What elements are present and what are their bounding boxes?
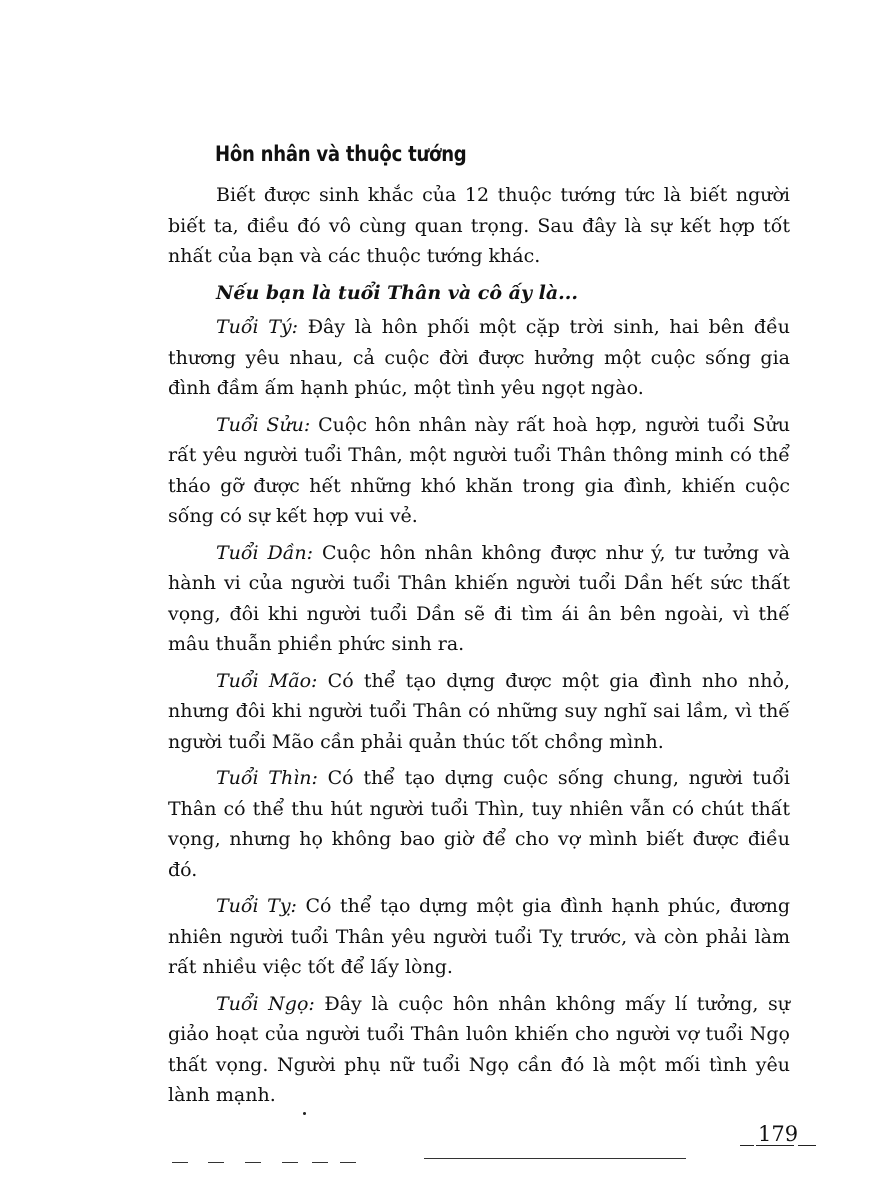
footer-dash — [208, 1162, 224, 1163]
entry-paragraph — [168, 763, 790, 885]
footer-rule — [424, 1158, 686, 1159]
intro-paragraph: Biết được sinh khắc của 12 thuộc tướng tức là biết người biết ta, điều đó vô cùng quan trọng. Sau đây là sự kết hợp tốt nhất của bạn và các thuộc tướng khác. — [168, 184, 790, 267]
entry-paragraph — [168, 410, 790, 532]
footer-dash — [340, 1162, 356, 1163]
entry-paragraph — [168, 312, 790, 404]
footer-dash — [312, 1162, 328, 1163]
entry-paragraph — [168, 891, 790, 983]
footer-dash — [282, 1162, 298, 1163]
scan-speck — [303, 1112, 306, 1115]
entry-paragraph — [168, 538, 790, 660]
entry-label: Tuổi Thìn: — [216, 767, 318, 789]
footer-dash — [245, 1162, 261, 1163]
entry-label: Tuổi Mão: — [216, 669, 318, 692]
section-heading: Hôn nhân và thuộc tướng — [215, 142, 467, 166]
entry-label: Tuổi Tý: — [216, 316, 299, 338]
entry-text: Có thể tạo dựng cuộc sống chung, người tuổi Thân có thể thu hút người tuổi Thìn, tuy nhiên vẫn có chút thất vọng, nhưng họ không bao giờ để cho vợ mình biết được điều đó. — [168, 767, 790, 881]
page-number-rule-under — [756, 1145, 794, 1146]
entry-text: Đây là cuộc hôn nhân không mấy lí tưởng, sự giảo hoạt của người tuổi Thân luôn khiến cho người vợ tuổi Ngọ thất vọng. Người phụ nữ tuổi Ngọ cần đó là một mối tình yêu lành mạnh. — [168, 992, 791, 1106]
entry-text: Cuộc hôn nhân không được như ý, tư tưởng và hành vi của người tuổi Thân khiến người tuổi Dần hết sức thất vọng, đôi khi người tuổi Dần sẽ đi tìm ái ân bên ngoài, vì thế mâu thuẫn phiền phức sinh ra. — [168, 541, 790, 655]
body-text — [168, 180, 790, 1117]
entry-label: Tuổi Ngọ: — [216, 992, 315, 1015]
entry-text: Có thể tạo dựng được một gia đình nho nhỏ, nhưng đôi khi người tuổi Thân có những suy nghĩ sai lầm, vì thế người tuổi Mão cần phải quản thúc tốt chồng mình. — [168, 669, 790, 753]
page-number-rule-right — [798, 1145, 816, 1146]
entry-paragraph — [168, 989, 790, 1111]
page-number: 179 — [758, 1122, 799, 1146]
entry-text: Có thể tạo dựng một gia đình hạnh phúc, đương nhiên người tuổi Thân yêu người tuổi Tỵ trước, và còn phải làm rất nhiều việc tốt để lấy lòng. — [168, 895, 790, 978]
entry-label: Tuổi Dần: — [216, 541, 314, 564]
entry-text: Đây là hôn phối một cặp trời sinh, hai bên đều thương yêu nhau, cả cuộc đời được hưởng một cuộc sống gia đình đầm ấm hạnh phúc, một tình yêu ngọt ngào. — [168, 316, 790, 399]
entry-text: Cuộc hôn nhân này rất hoà hợp, người tuổi Sửu rất yêu người tuổi Thân, một người tuổi Thân thông minh có thể tháo gỡ được hết những khó khăn trong gia đình, khiến cuộc sống có sự kết hợp vui vẻ. — [168, 413, 790, 527]
footer-dash — [172, 1162, 188, 1163]
entry-label: Tuổi Sửu: — [216, 413, 311, 436]
subheading: Nếu bạn là tuổi Thân và cô ấy là... — [216, 281, 579, 304]
entry-label: Tuổi Tỵ: — [216, 895, 297, 917]
page-number-rule-left — [740, 1145, 754, 1146]
entry-paragraph — [168, 666, 790, 758]
